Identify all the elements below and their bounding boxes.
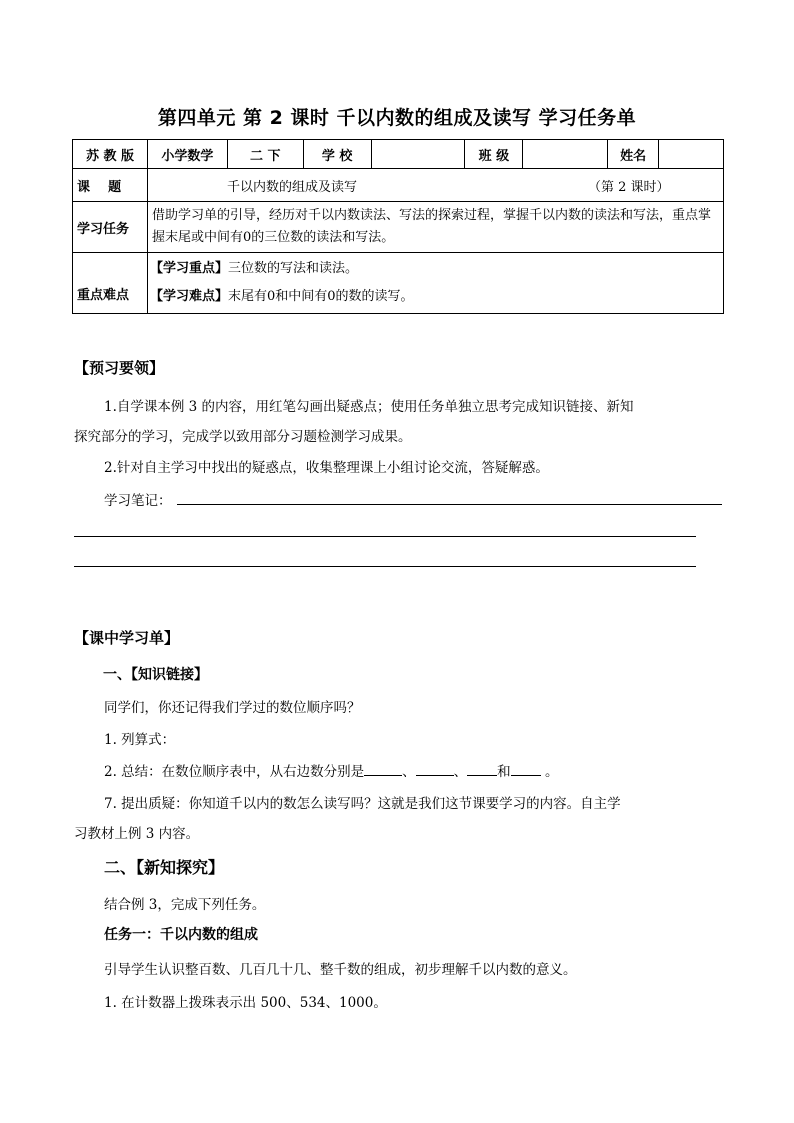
inclass-heading: 【课中学习单】 [74,629,180,647]
class-field[interactable] [523,140,608,169]
page-title: 第四单元 第 2 课时 千以内数的组成及读写 学习任务单 [157,107,637,129]
task-label: 学习任务 [73,202,148,253]
period: （第 2 课时） [587,179,670,195]
section-new-knowledge: 二、【新知探究】 [104,858,225,877]
guide-text: 引导学生认识整百数、几百几十几、整千数的组成，初步理解千以内数的意义。 [104,962,577,978]
grade-cell: 二 下 [227,140,303,169]
sep-2: 、 [453,764,468,780]
difficulty-tag: 【学习难点】 [149,289,228,304]
end-mark: 。 [540,764,559,780]
item-1: 1. 列算式： [104,732,176,748]
blank-1[interactable] [364,763,402,776]
preview-p1a: 1.自学课本例 3 的内容，用红笔勾画出疑惑点；使用任务单独立思考完成知识链接、新知 [104,399,634,415]
key-point-text: 三位数的写法和读法。 [227,261,358,276]
preview-heading: 【预习要领】 [74,359,165,377]
preview-p2: 2.针对自主学习中找出的疑惑点，收集整理课上小组讨论交流，答疑解惑。 [104,460,549,476]
item-2-text: 2. 总结：在数位顺序表中，从右边数分别是 [104,764,365,780]
task-value: 借助学习单的引导，经历对千以内数读法、写法的探索过程，掌握千以内数的读法和写法，重点掌握末尾或中间有0的三位数的读法和写法。 [151,208,711,245]
combine-text: 结合例 3，完成下列任务。 [104,897,266,913]
info-table [72,139,724,314]
blank-3[interactable] [467,763,497,776]
notes-line-2[interactable] [74,536,696,537]
section-knowledge-link: 一、【知识链接】 [103,667,208,683]
publisher-cell: 苏 教 版 [73,140,148,169]
subject-cell: 小学数学 [147,140,227,169]
item-7a: 7. 提出质疑：你知道千以内的数怎么读写吗？这就是我们这节课要学习的内容。自主学 [104,796,621,812]
notes-line-1[interactable] [177,504,722,505]
name-label: 姓名 [608,140,659,169]
key-cell [147,253,723,314]
key-label: 重点难点 [73,253,148,314]
item-2 [104,760,558,780]
topic-label: 课 题 [73,169,148,202]
school-label: 学 校 [303,140,371,169]
item-7b: 习教材上例 3 内容。 [74,826,200,842]
topic-value: 千以内数的组成及读写 [226,179,357,195]
name-field[interactable] [659,140,724,169]
question-intro: 同学们，你还记得我们学过的数位顺序吗？ [104,700,361,716]
difficulty-text: 末尾有0和中间有0的数的读写。 [227,289,414,304]
preview-p1b: 探究部分的学习，完成学以致用部分习题检测学习成果。 [74,429,412,445]
step-1: 1. 在计数器上拨珠表示出 500、534、1000。 [104,995,387,1011]
task-cell [147,202,723,253]
class-label: 班 级 [465,140,523,169]
sep-1: 、 [402,764,416,780]
blank-4[interactable] [511,763,541,776]
school-field[interactable] [371,140,465,169]
sep-and: 和 [497,764,511,780]
task-1-heading: 任务一：千以内数的组成 [104,927,258,943]
blank-2[interactable] [416,763,454,776]
topic-cell [147,169,723,202]
notes-label: 学习笔记： [104,493,172,509]
key-point-tag: 【学习重点】 [149,261,228,276]
notes-line-3[interactable] [74,566,696,567]
